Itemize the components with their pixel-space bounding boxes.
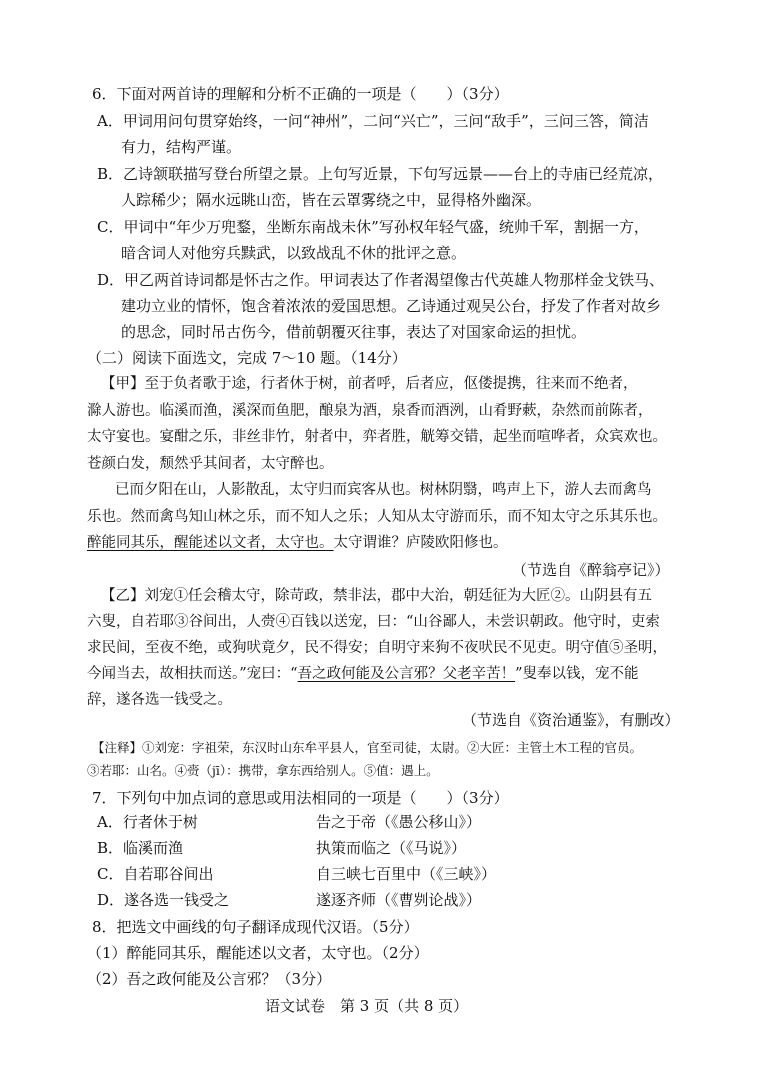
q7-option-c-right: 自三峡七百里中（《三峡》）: [316, 865, 497, 883]
jia-line-7-rest: 太守谓谁？庐陵欧阳修也。: [333, 535, 508, 551]
jia-line-6: 乐也。然而禽鸟知山林之乐，而不知人之乐；人知从太守游而乐，而不知太守之乐其乐也。: [87, 509, 667, 525]
q6-option-d-cont: 建功立业的情怀，饱含着浓浓的爱国思想。乙诗通过观吴公台，抒发了作者对故乡: [121, 297, 662, 315]
jia-line-5: 已而夕阳在山，人影散乱，太守归而宾客从也。树林阴翳，鸣声上下，游人去而禽鸟: [115, 482, 652, 498]
yi-line-4: [87, 664, 639, 684]
q8-sentence-2: （2）吾之政何能及公言邪？（3分）: [87, 970, 332, 988]
yi-line-4-pre: 今闻当去，故相扶而送。”宠曰：“: [87, 666, 298, 682]
q6-option-b: B．乙诗颔联描写登台所望之景。上句写近景，下句写远景——台上的寺庙已经荒凉，: [97, 165, 664, 183]
q6-stem: 6．下面对两首诗的理解和分析不正确的一项是（ ）（3分）: [92, 85, 509, 103]
q7-option-d-right: 遂逐齐师（《曹刿论战》）: [316, 891, 482, 909]
yi-line-4-post: ”叟奉以钱，宠不能: [515, 666, 639, 682]
q6-option-d-cont2: 的思念，同时吊古伤今，借前朝覆灭往事，表达了对国家命运的担忧。: [121, 323, 587, 341]
q7-option-a-right: 告之于帝（《愚公移山》）: [316, 813, 482, 831]
q6-option-a-cont: 有力，结构严谨。: [121, 138, 242, 156]
q7-option-a-left: A．行者休于树: [97, 813, 198, 831]
q7-stem: 7．下列句中加点词的意思或用法相同的一项是（ ）（3分）: [92, 789, 509, 807]
underlined-sentence-1: 醉能同其乐，醒能述以文者，太守也。: [87, 535, 334, 551]
yi-line-5: 辞，遂各选一钱受之。: [87, 692, 232, 708]
page-footer: 语文试卷 第 3 页（共 8 页）: [265, 997, 469, 1015]
annotation-line-2: ③若耶：山名。④赍（jī）：携带，拿东西给别人。⑤值：遇上。: [87, 763, 439, 778]
q6-option-b-cont: 人踪稀少；隔水远眺山峦，皆在云罩雾绕之中，显得格外幽深。: [121, 191, 542, 209]
yi-line-1: 【乙】刘宠①任会稽太守，除苛政，禁非法，郡中大治，朝廷征为大匠②。山阴县有五: [101, 588, 652, 604]
jia-line-3: 太守宴也。宴酣之乐，非丝非竹，射者中，弈者胜，觥筹交错，起坐而喧哗者，众宾欢也。: [87, 429, 667, 445]
q8-sentence-1: （1）醉能同其乐，醒能述以文者，太守也。（2分）: [87, 944, 429, 962]
q6-option-a: A．甲词用问句贯穿始终，一问“神州”，二问“兴亡”，三问“敌手”，三问三答，简洁: [97, 112, 649, 130]
q8-stem: 8．把选文中画线的句子翻译成现代汉语。（5分）: [92, 918, 419, 936]
section-heading: （二）阅读下面选文，完成 7～10 题。（14分）: [87, 349, 407, 367]
jia-line-1: 【甲】至于负者歌于途，行者休于树，前者呼，后者应，伛偻提携，往来而不绝者，: [101, 376, 638, 392]
jia-line-7: [87, 533, 508, 553]
jia-line-4: 苍颜白发，颓然乎其间者，太守醉也。: [87, 456, 334, 472]
jia-line-2: 滁人游也。临溪而渔，溪深而鱼肥，酿泉为酒，泉香而酒洌，山肴野蔌，杂然而前陈者，: [87, 403, 653, 419]
jia-source: （节选自《醉翁亭记》）: [512, 561, 670, 579]
yi-source: （节选自《资治通鉴》，有删改）: [462, 711, 680, 729]
q7-option-d-left: D．遂各选一钱受之: [97, 891, 230, 909]
q7-option-b-left: B．临溪而渔: [97, 839, 184, 857]
q6-option-d: D．甲乙两首诗词都是怀古之作。甲词表达了作者渴望像古代英雄人物那样金戈铁马、: [97, 271, 665, 289]
q7-option-c-left: C．自若耶谷间出: [97, 865, 214, 883]
yi-line-2: 六叟，自若耶③谷间出，人赍④百钱以送宠，曰：“山谷鄙人，未尝识朝政。他守时，吏索: [87, 614, 660, 630]
annotation-line-1: 【注释】①刘宠：字祖荣，东汉时山东牟平县人，官至司徒，太尉。②大匠：主管土木工程的官员。: [92, 740, 643, 755]
yi-line-3: 求民间，至夜不绝，或狗吠竟夕，民不得安；自明守来狗不夜吠民不见吏。明守值⑤圣明，: [87, 640, 667, 656]
q6-option-c-cont: 暗含词人对他穷兵黩武，以致战乱不休的批评之意。: [121, 244, 467, 262]
underlined-sentence-2: 吾之政何能及公言邪？父老辛苦！: [297, 666, 516, 682]
q6-option-c: C．甲词中“年少万兜鍪，坐断东南战未休”写孙权年轻气盛，统帅千军，割据一方，: [97, 218, 649, 236]
q7-option-b-right: 执策而临之（《马说》）: [316, 839, 467, 857]
